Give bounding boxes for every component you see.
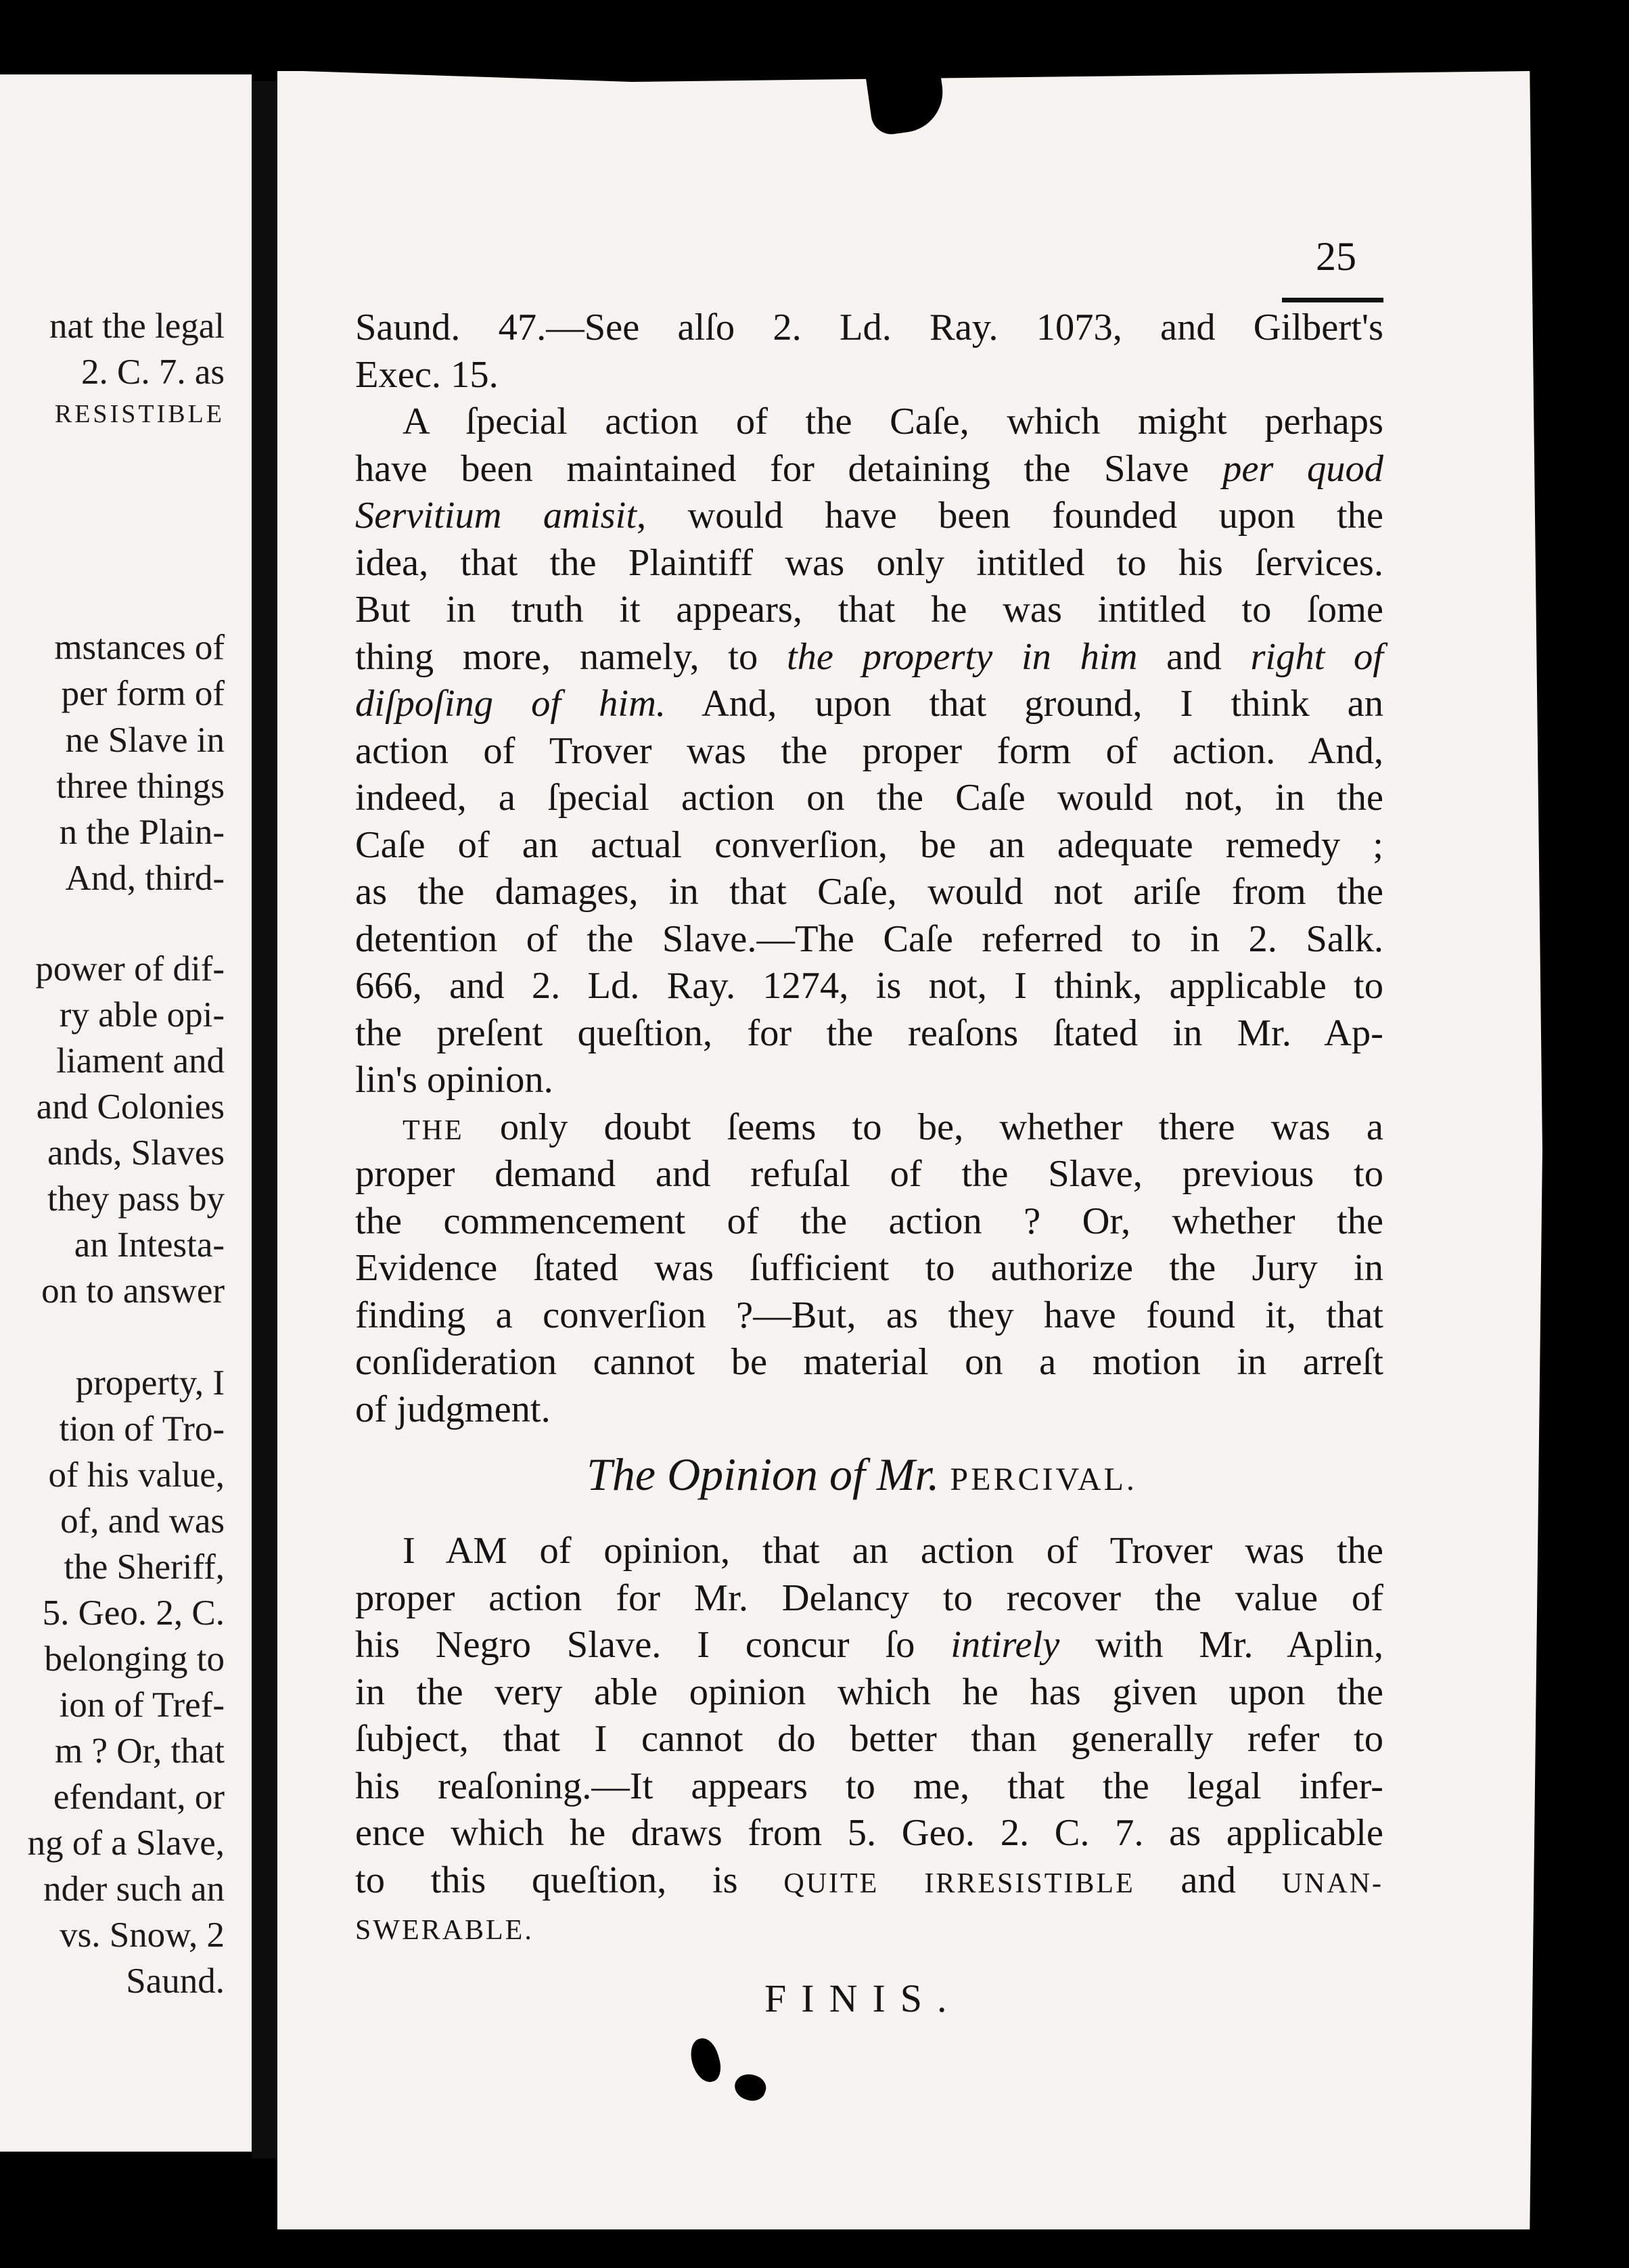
text-run: And, upon that ground, I think an [666, 683, 1383, 725]
text-run: and [1137, 635, 1251, 678]
text-run: and [1134, 1859, 1282, 1901]
left-page-line: and Colonies [36, 1087, 225, 1127]
left-page-line: they pass by [47, 1179, 225, 1219]
text-run: his reaſoning.—It appears to me, that the legal infer- [355, 1765, 1383, 1807]
text-run: THE [403, 1114, 464, 1146]
text-run: ence which he draws from 5. Geo. 2. C. 7. as applicable [355, 1812, 1383, 1854]
text-line [355, 1010, 1383, 1058]
text-run: thing more, namely, to [355, 635, 787, 678]
text-line [355, 963, 1383, 1010]
text-run: , would have been founded upon the [637, 495, 1383, 537]
text-line [355, 681, 1383, 728]
text-line [355, 1104, 1383, 1152]
text-run: only doubt ſeems to be, whether there was a [463, 1106, 1383, 1148]
book-gutter [252, 81, 277, 2158]
previous-page-strip [0, 74, 252, 2152]
text-run: have been maintained for detaining the Slave [355, 447, 1223, 490]
text-run: ſubject, that I cannot do better than generally refer to [355, 1718, 1383, 1760]
text-line [355, 1716, 1383, 1763]
body-text-2 [355, 1528, 1383, 1951]
left-page-line: nat the legal [49, 307, 225, 346]
text-run: of judgment. [355, 1388, 551, 1430]
section-heading [0, 1448, 1629, 1501]
left-page-line: 5. Geo. 2, C. [42, 1593, 225, 1633]
left-page-line: ion of Tref- [59, 1685, 225, 1725]
left-page-line: n the Plain- [59, 813, 225, 852]
text-run: the commencement of the action ? Or, whether the [355, 1200, 1383, 1242]
text-run: per quod [1222, 447, 1383, 490]
text-run: diſpoſing of him. [355, 683, 666, 725]
text-run: detention of the Slave.—The Caſe referred to in 2. Salk. [355, 917, 1383, 960]
heading-smallcaps: PERCIVAL. [950, 1461, 1137, 1497]
left-page-line: nder such an [43, 1869, 225, 1909]
text-run: to this queſtion, is [355, 1859, 784, 1901]
text-line [355, 1669, 1383, 1717]
text-run: conſideration cannot be material on a motion in arreſt [355, 1341, 1383, 1383]
left-page-line: ry able opi- [59, 995, 225, 1035]
text-line [355, 1386, 1383, 1434]
left-page-line: of his value, [48, 1455, 225, 1495]
text-line [355, 1857, 1383, 1905]
text-line [355, 822, 1383, 869]
text-line [355, 1292, 1383, 1340]
left-page-line: power of dif- [35, 949, 225, 989]
text-line [355, 1763, 1383, 1811]
body-text [355, 304, 1383, 1433]
text-run: A ſpecial action of the Caſe, which might perhaps [403, 401, 1383, 443]
text-line [355, 1245, 1383, 1292]
text-run: his Negro Slave. I concur ſo [355, 1624, 951, 1666]
text-line [355, 869, 1383, 916]
left-page-line: vs. Snow, 2 [60, 1915, 225, 1955]
text-run: the property in him [786, 635, 1138, 678]
text-run: lin's opinion. [355, 1059, 553, 1101]
text-run: finding a converſion ?—But, as they have found it, that [355, 1294, 1383, 1336]
left-page-line: m ? Or, that [54, 1731, 225, 1771]
text-run: I AM of opinion, that an action of Trover was the [403, 1530, 1383, 1572]
text-run: the preſent queſtion, for the reaſons ſtated in Mr. Ap- [355, 1012, 1383, 1054]
text-run: QUITE IRRESISTIBLE [783, 1867, 1135, 1899]
text-run: in the very able opinion which he has given upon the [355, 1671, 1383, 1713]
left-page-line: an Intesta- [74, 1225, 225, 1265]
left-page-line: ng of a Slave, [27, 1823, 225, 1863]
text-line [355, 916, 1383, 963]
text-line [355, 446, 1383, 493]
left-page-line: per form of [61, 674, 225, 713]
left-page-line: belonging to [44, 1639, 225, 1679]
text-line [355, 304, 1383, 352]
text-line [355, 399, 1383, 446]
text-run: Evidence ſtated was ſufficient to authorize the Jury in [355, 1247, 1383, 1289]
left-page-line: property, I [75, 1363, 225, 1403]
text-line [355, 775, 1383, 822]
text-run: idea, that the Plaintiff was only intitled to his ſervices. [355, 541, 1383, 584]
text-line [355, 493, 1383, 540]
text-run: as the damages, in that Caſe, would not ariſe from the [355, 871, 1383, 913]
page-number: 25 [1316, 234, 1356, 279]
text-run: Saund. 47.—See alſo 2. Ld. Ray. 1073, and Gilbert's [355, 307, 1383, 348]
finis: FINIS. [764, 1976, 962, 2020]
text-line [355, 634, 1383, 681]
left-page-line: on to answer [41, 1271, 225, 1311]
left-page-line: liament and [56, 1041, 225, 1081]
text-run: right of [1250, 635, 1383, 678]
text-line [355, 1057, 1383, 1104]
left-page-line: 2. C. 7. as [81, 353, 225, 392]
text-line [355, 587, 1383, 634]
left-page-line: And, third- [65, 859, 225, 898]
text-run: UNAN- [1281, 1867, 1384, 1899]
text-line [355, 728, 1383, 775]
left-page-line: the Sheriff, [64, 1547, 225, 1587]
text-run: proper demand and refuſal of the Slave, previous to [355, 1153, 1383, 1195]
left-page-line: ne Slave in [65, 721, 225, 760]
text-line [355, 1904, 1383, 1951]
text-run: 666, and 2. Ld. Ray. 1274, is not, I think, applicable to [355, 965, 1383, 1007]
text-run: SWERABLE. [355, 1915, 534, 1946]
text-run: proper action for Mr. Delancy to recover the value of [355, 1577, 1383, 1619]
left-page-line: three things [56, 767, 225, 806]
text-line [355, 1528, 1383, 1575]
left-page-line: efendant, or [53, 1777, 225, 1817]
left-page-line: mstances of [54, 628, 225, 667]
text-run: action of Trover was the proper form of action. And, [355, 729, 1383, 772]
text-run: intirely [950, 1624, 1060, 1666]
left-page-line: RESISTIBLE [54, 400, 225, 428]
text-run: Caſe of an actual converſion, be an adequate remedy ; [355, 823, 1383, 866]
text-line [355, 1339, 1383, 1386]
text-run: Exec. 15. [355, 353, 499, 396]
text-run: with Mr. Aplin, [1059, 1624, 1383, 1666]
text-run: indeed, a ſpecial action on the Caſe would not, in the [355, 777, 1383, 819]
text-line [355, 1622, 1383, 1669]
left-page-line: tion of Tro- [59, 1409, 225, 1449]
text-line [355, 352, 1383, 399]
text-run: But in truth it appears, that he was intitled to ſome [355, 589, 1383, 631]
left-page-line: Saund. [126, 1961, 225, 2001]
left-page-line: of, and was [60, 1501, 225, 1541]
text-line [355, 1151, 1383, 1198]
page-number-rule [1282, 298, 1383, 302]
text-line [355, 540, 1383, 587]
text-run: Servitium amisit [355, 495, 637, 537]
left-page-line: ands, Slaves [47, 1133, 225, 1173]
heading-italic: The Opinion of Mr. [587, 1449, 940, 1500]
text-line [355, 1810, 1383, 1857]
text-line [355, 1198, 1383, 1246]
text-line [355, 1575, 1383, 1623]
